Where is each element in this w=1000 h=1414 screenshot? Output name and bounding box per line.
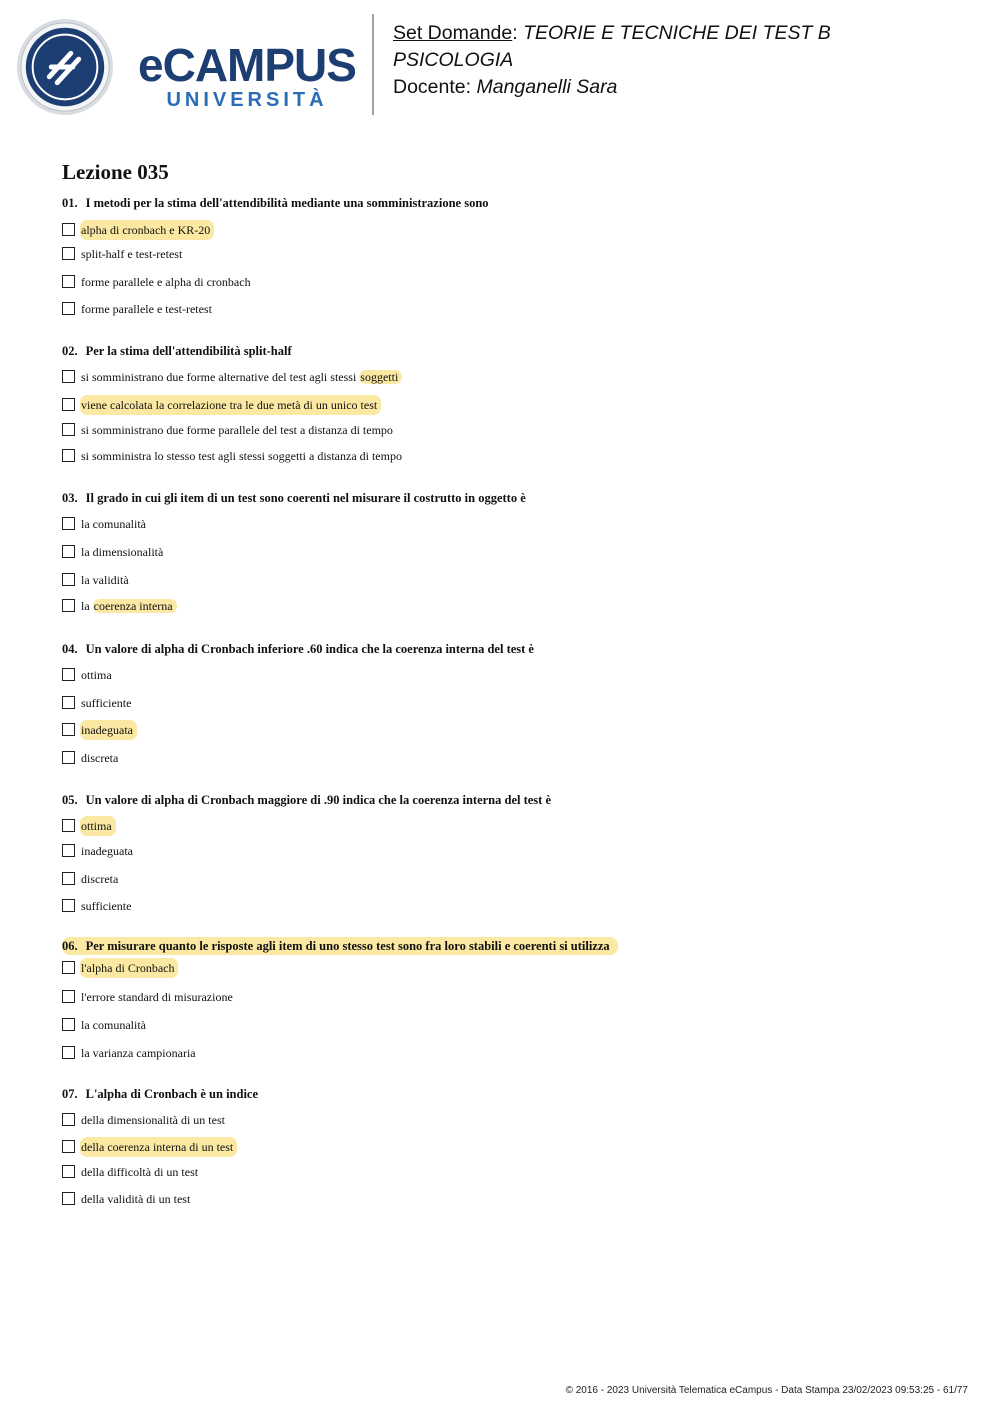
answer-text: della dimensionalità di un test xyxy=(81,1113,225,1127)
checkbox[interactable] xyxy=(62,844,75,857)
answer-text-highlighted: viene calcolata la correlazione tra le due metà di un unico test xyxy=(80,395,381,415)
checkbox[interactable] xyxy=(62,872,75,885)
brand-name: eCAMPUS xyxy=(138,39,356,91)
checkbox[interactable] xyxy=(62,1192,75,1205)
answer-text: si somministrano due forme alternative del test agli stessi soggetti xyxy=(80,367,406,387)
question-03 xyxy=(62,489,962,613)
question-07 xyxy=(62,1085,962,1206)
checkbox[interactable] xyxy=(62,668,75,681)
question-title: 05. Un valore di alpha di Cronbach maggiore di .90 indica che la coerenza interna del test è xyxy=(62,793,552,807)
answer-text-highlighted: l'alpha di Cronbach xyxy=(80,958,178,978)
checkbox[interactable] xyxy=(62,370,75,383)
ecampus-emblem-logo xyxy=(16,18,114,116)
answer-text: la dimensionalità xyxy=(81,545,164,559)
checkbox[interactable] xyxy=(62,599,75,612)
checkbox[interactable] xyxy=(62,517,75,530)
answer-text-highlighted: alpha di cronbach e KR-20 xyxy=(80,220,214,240)
checkbox[interactable] xyxy=(62,275,75,288)
checkbox[interactable] xyxy=(62,990,75,1003)
checkbox[interactable] xyxy=(62,1140,75,1153)
checkbox[interactable] xyxy=(62,961,75,974)
answer-text: si somministrano due forme parallele del test a distanza di tempo xyxy=(81,423,393,437)
answer-text: forme parallele e test-retest xyxy=(81,302,212,316)
answer-text: della validità di un test xyxy=(81,1192,191,1206)
set-value: TEORIE E TECNICHE DEI TEST B xyxy=(523,22,831,44)
question-06 xyxy=(62,937,962,1060)
question-04 xyxy=(62,640,962,765)
question-title: 07. L'alpha di Cronbach è un indice xyxy=(62,1087,259,1101)
set-value-line2: PSICOLOGIA xyxy=(393,49,514,71)
checkbox[interactable] xyxy=(62,573,75,586)
checkbox[interactable] xyxy=(62,302,75,315)
checkbox[interactable] xyxy=(62,449,75,462)
checkbox[interactable] xyxy=(62,723,75,736)
answer-text: la validità xyxy=(81,573,129,587)
answer-text: discreta xyxy=(81,751,119,765)
header-divider xyxy=(372,14,374,115)
answer-text: la varianza campionaria xyxy=(81,1046,196,1060)
checkbox[interactable] xyxy=(62,423,75,436)
answer-text-highlighted: della coerenza interna di un test xyxy=(80,1137,237,1157)
answer-text-highlighted: coerenza interna xyxy=(93,599,177,613)
answer-text: la comunalità xyxy=(81,1018,146,1032)
answer-text: della difficoltà di un test xyxy=(81,1165,199,1179)
answer-text-highlighted: soggetti xyxy=(359,370,402,384)
question-01 xyxy=(62,194,962,316)
checkbox[interactable] xyxy=(62,1018,75,1031)
checkbox[interactable] xyxy=(62,751,75,764)
teacher-label: Docente: xyxy=(393,76,472,98)
answer-text: ottima xyxy=(81,668,112,682)
checkbox[interactable] xyxy=(62,819,75,832)
question-02 xyxy=(62,342,962,463)
question-05 xyxy=(62,791,962,913)
ecampus-wordmark xyxy=(132,40,362,120)
answer-text: si somministra lo stesso test agli stessi soggetti a distanza di tempo xyxy=(81,449,402,463)
lesson-title: Lezione 035 xyxy=(62,160,169,184)
course-info: Set Domande: TEORIE E TECNICHE DEI TEST B PSICOLOGIA Docente: Manganelli Sara xyxy=(393,20,953,101)
checkbox[interactable] xyxy=(62,1046,75,1059)
answer-text-highlighted: ottima xyxy=(80,816,116,836)
question-title: 04. Un valore di alpha di Cronbach inferiore .60 indica che la coerenza interna del test è xyxy=(62,642,534,656)
checkbox[interactable] xyxy=(62,1165,75,1178)
answer-text: la comunalità xyxy=(81,517,146,531)
brand-subtitle: UNIVERSITÀ xyxy=(166,89,328,111)
question-title-highlighted: 06. Per misurare quanto le risposte agli item di uno stesso test sono fra loro stabili e coerenti si utilizza xyxy=(62,937,618,955)
answer-text: la coerenza interna xyxy=(80,596,181,616)
question-title: 02. Per la stima dell'attendibilità split-half xyxy=(62,344,292,358)
checkbox[interactable] xyxy=(62,1113,75,1126)
checkbox[interactable] xyxy=(62,696,75,709)
answer-text: inadeguata xyxy=(81,844,133,858)
answer-text: split-half e test-retest xyxy=(81,247,183,261)
set-label: Set Domande xyxy=(393,22,513,44)
question-title: 01. I metodi per la stima dell'attendibilità mediante una somministrazione sono xyxy=(62,196,489,210)
answer-text: forme parallele e alpha di cronbach xyxy=(81,275,251,289)
page-footer: © 2016 - 2023 Università Telematica eCampus - Data Stampa 23/02/2023 09:53:25 - 61/77 xyxy=(565,1385,968,1396)
teacher-name: Manganelli Sara xyxy=(476,76,618,98)
answer-text: sufficiente xyxy=(81,899,132,913)
checkbox[interactable] xyxy=(62,545,75,558)
answer-text: discreta xyxy=(81,872,119,886)
checkbox[interactable] xyxy=(62,398,75,411)
question-title: 03. Il grado in cui gli item di un test sono coerenti nel misurare il costrutto in oggetto è xyxy=(62,491,526,505)
answer-text: sufficiente xyxy=(81,696,132,710)
checkbox[interactable] xyxy=(62,899,75,912)
checkbox[interactable] xyxy=(62,247,75,260)
answer-text: l'errore standard di misurazione xyxy=(81,990,233,1004)
answer-text-highlighted: inadeguata xyxy=(80,720,137,740)
checkbox[interactable] xyxy=(62,223,75,236)
